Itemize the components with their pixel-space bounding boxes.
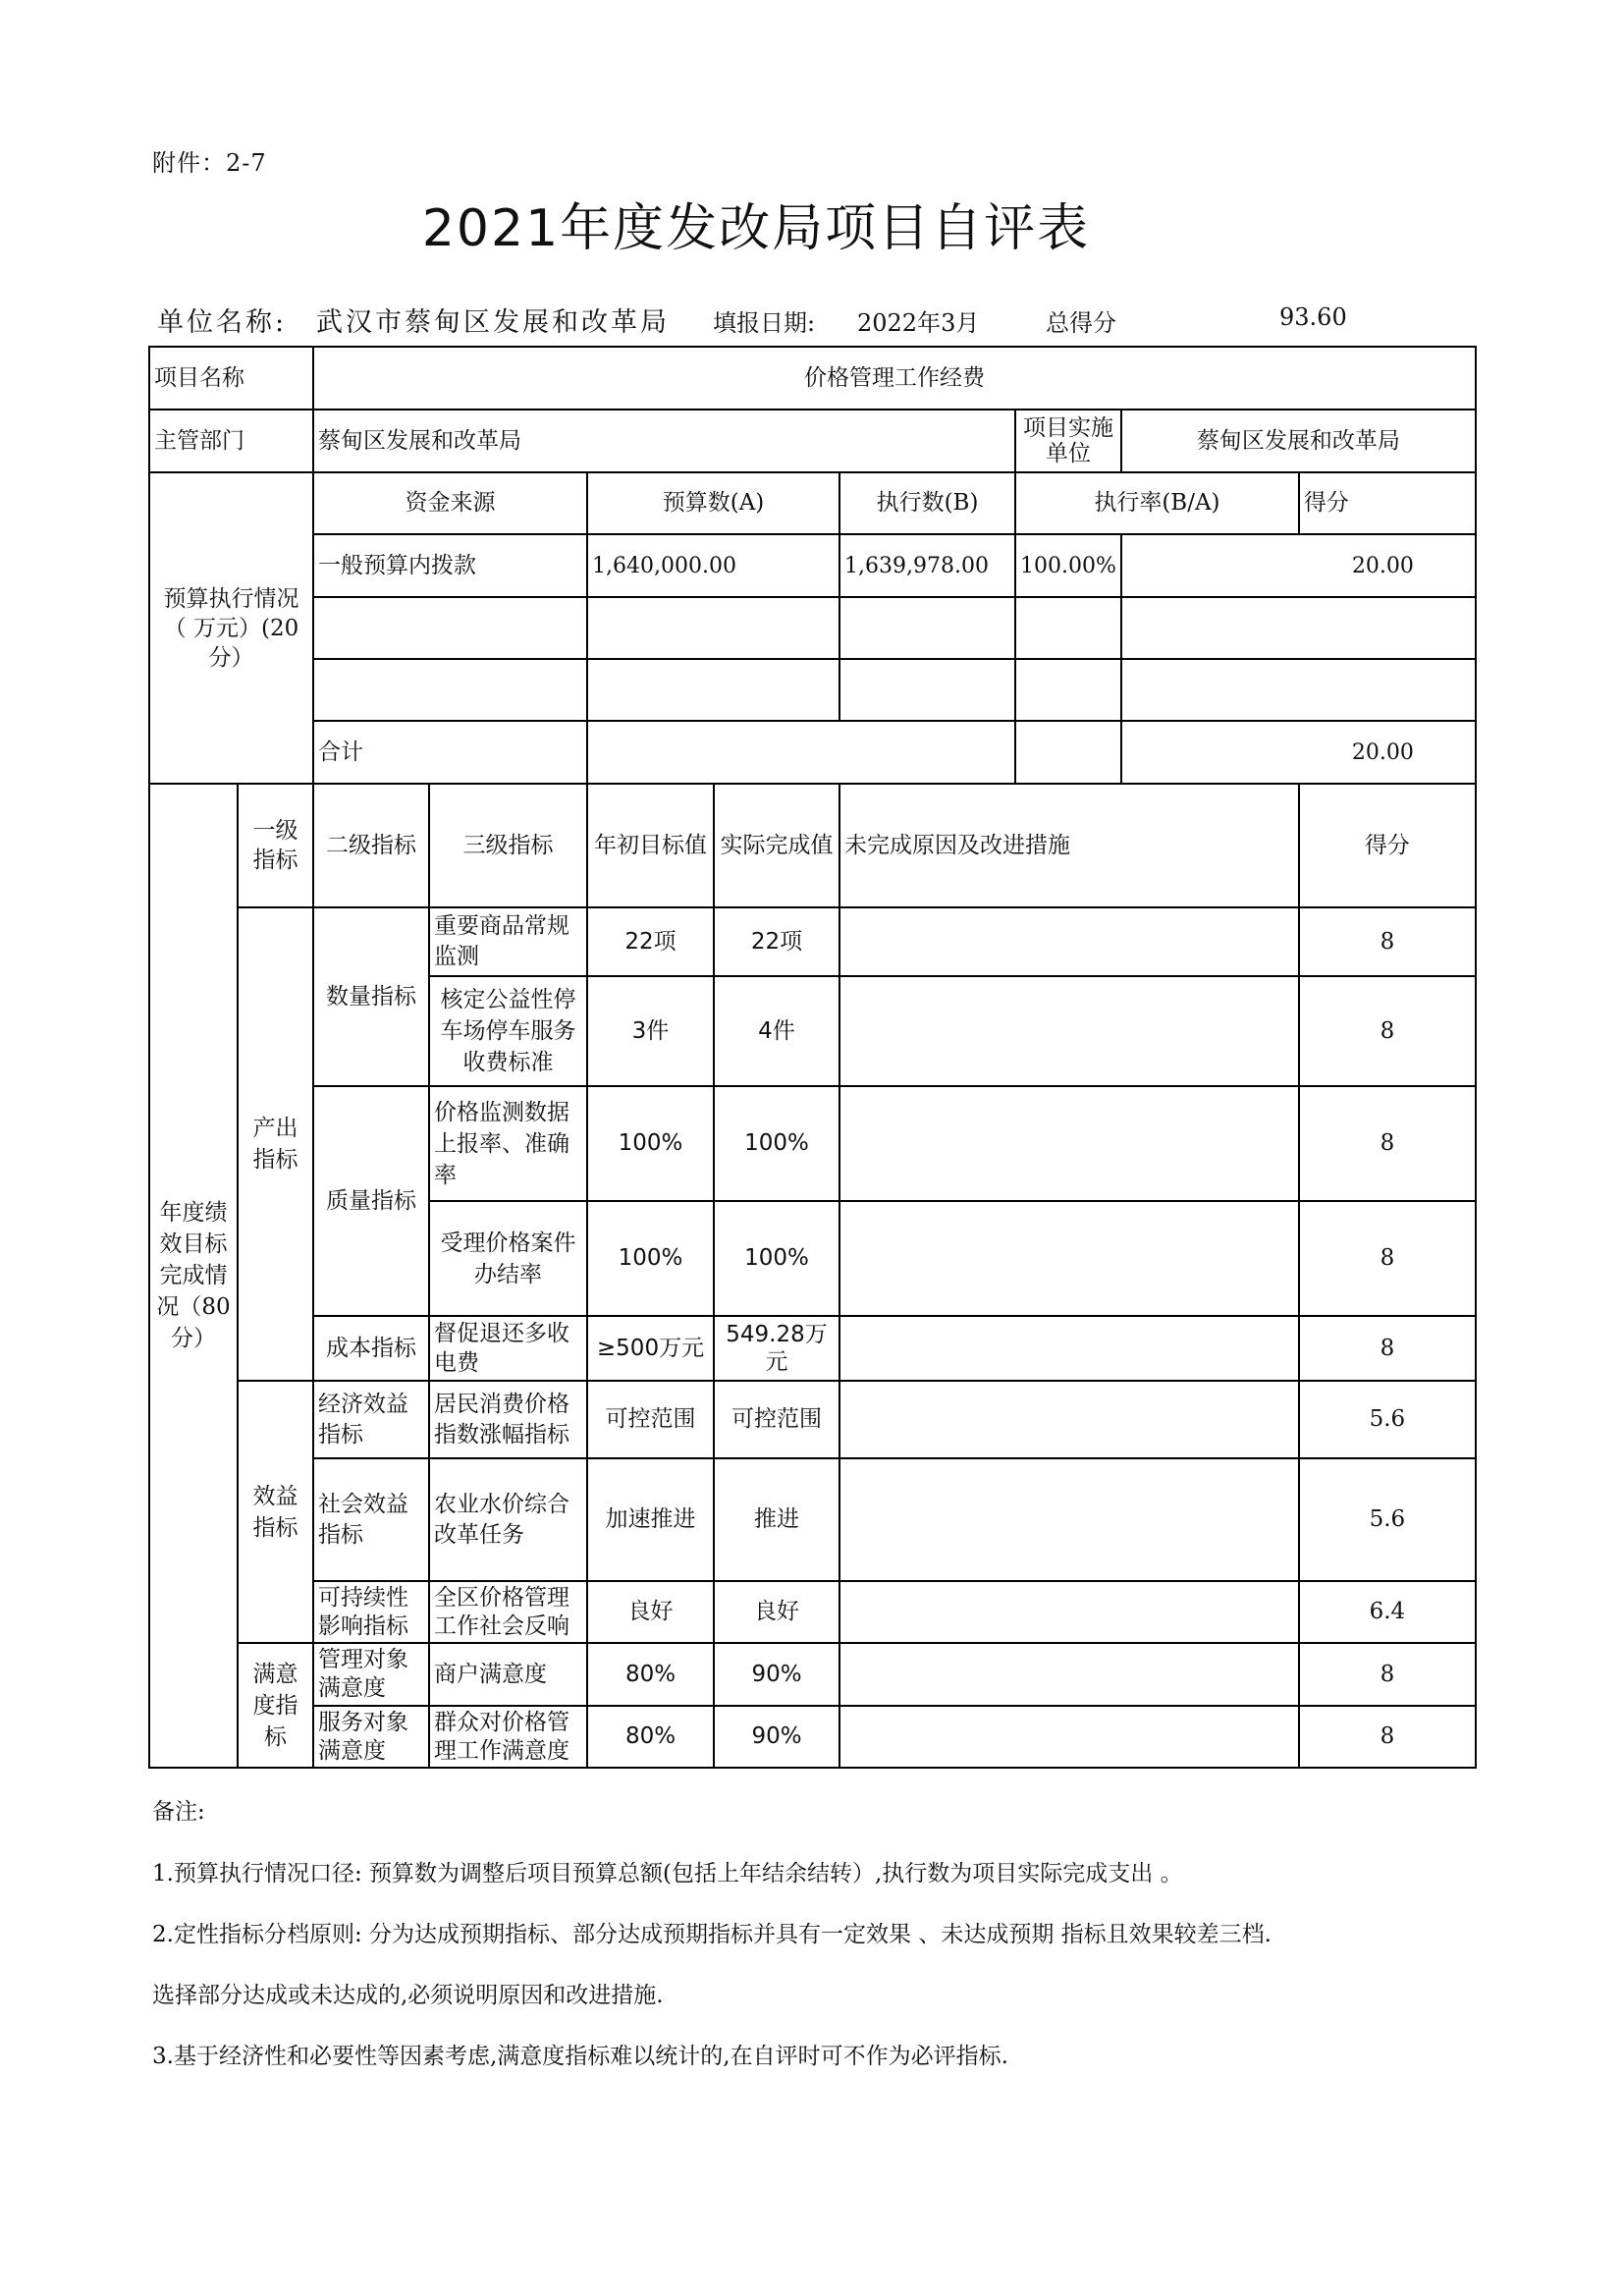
budget-total-label: 合计 — [313, 721, 587, 784]
reason-cell — [839, 1643, 1299, 1706]
target-value: ≥500万元 — [587, 1316, 714, 1381]
actual-value: 22项 — [714, 907, 839, 976]
economic-benefit-label: 经济效益指标 — [313, 1381, 429, 1458]
notes-title: 备注: — [152, 1799, 205, 1825]
note-line-3: 3.基于经济性和必要性等因素考虑,满意度指标难以统计的,在自评时可不作为必评指标. — [152, 2044, 1008, 2069]
reason-cell — [839, 1581, 1299, 1643]
executed-amount — [839, 659, 1015, 721]
budget-score — [1121, 597, 1476, 659]
indicator-score: 6.4 — [1299, 1581, 1476, 1643]
budget-amount: 1,640,000.00 — [587, 534, 839, 597]
target-value: 3件 — [587, 976, 714, 1086]
target-value: 100% — [587, 1201, 714, 1316]
executed-amount: 1,639,978.00 — [839, 534, 1015, 597]
satisfaction-indicator-label: 满意度指标 — [238, 1643, 313, 1768]
reason-cell — [839, 1086, 1299, 1201]
budget-score — [1121, 659, 1476, 721]
reason-cell — [839, 1706, 1299, 1768]
indicator-name: 农业水价综合改革任务 — [429, 1458, 587, 1581]
indicator-name: 居民消费价格指数涨幅指标 — [429, 1381, 587, 1458]
budget-score: 20.00 — [1121, 534, 1476, 597]
actual-value: 90% — [714, 1643, 839, 1706]
indicator-name: 重要商品常规监测 — [429, 907, 587, 976]
reason-cell — [839, 1458, 1299, 1581]
perf-header-actual: 实际完成值 — [714, 784, 839, 907]
dept-value: 蔡甸区发展和改革局 — [313, 410, 1015, 472]
target-value: 100% — [587, 1086, 714, 1201]
indicator-score: 8 — [1299, 1706, 1476, 1768]
indicator-name: 群众对价格管理工作满意度 — [429, 1706, 587, 1768]
perf-header-level3: 三级指标 — [429, 784, 587, 907]
actual-value: 90% — [714, 1706, 839, 1768]
management-satisfaction-label: 管理对象满意度 — [313, 1643, 429, 1706]
actual-value: 可控范围 — [714, 1381, 839, 1458]
indicator-score: 5.6 — [1299, 1458, 1476, 1581]
target-value: 良好 — [587, 1581, 714, 1643]
reason-cell — [839, 1381, 1299, 1458]
attachment-label: 附件：2-7 — [152, 149, 267, 177]
project-name-label: 项目名称 — [149, 347, 313, 410]
budget-header-source: 资金来源 — [313, 472, 587, 534]
impl-unit-value: 蔡甸区发展和改革局 — [1121, 410, 1476, 472]
quality-indicator-label: 质量指标 — [313, 1086, 429, 1316]
social-benefit-label: 社会效益指标 — [313, 1458, 429, 1581]
indicator-score: 8 — [1299, 1086, 1476, 1201]
target-value: 80% — [587, 1643, 714, 1706]
note-line-2-continued: 选择部分达成或未达成的,必须说明原因和改进措施. — [152, 1983, 664, 2008]
budget-source — [313, 659, 587, 721]
indicator-name: 价格监测数据上报率、准确率 — [429, 1086, 587, 1201]
perf-header-score: 得分 — [1299, 784, 1476, 907]
actual-value: 100% — [714, 1086, 839, 1201]
execution-rate — [1015, 597, 1121, 659]
indicator-score: 8 — [1299, 1643, 1476, 1706]
indicator-score: 8 — [1299, 1201, 1476, 1316]
indicator-name: 受理价格案件办结率 — [429, 1201, 587, 1316]
benefit-indicator-label: 效益指标 — [238, 1381, 313, 1643]
fill-date-value: 2022年3月 — [857, 309, 980, 337]
indicator-name: 商户满意度 — [429, 1643, 587, 1706]
budget-amount — [587, 597, 839, 659]
actual-value: 100% — [714, 1201, 839, 1316]
execution-rate: 100.00% — [1015, 534, 1121, 597]
impl-unit-label: 项目实施单位 — [1015, 410, 1121, 472]
perf-header-level1: 一级指标 — [238, 784, 313, 907]
unit-name-value: 武汉市蔡甸区发展和改革局 — [316, 307, 670, 338]
budget-header-budget: 预算数(A) — [587, 472, 839, 534]
indicator-score: 5.6 — [1299, 1381, 1476, 1458]
dept-label: 主管部门 — [149, 410, 313, 472]
budget-section-label: 预算执行情况（ 万元）(20分） — [149, 472, 313, 784]
perf-header-target: 年初目标值 — [587, 784, 714, 907]
note-line-1: 1.预算执行情况口径: 预算数为调整后项目预算总额(包括上年结余结转）,执行数为项目实际完成支出 。 — [152, 1861, 1183, 1886]
perf-header-level2: 二级指标 — [313, 784, 429, 907]
target-value: 22项 — [587, 907, 714, 976]
total-score-label: 总得分 — [1046, 309, 1116, 337]
indicator-name: 全区价格管理工作社会反响 — [429, 1581, 587, 1643]
indicator-score: 8 — [1299, 1316, 1476, 1381]
budget-total-score: 20.00 — [1121, 721, 1476, 784]
note-line-2: 2.定性指标分档原则: 分为达成预期指标、部分达成预期指标并具有一定效果 、未达成预期 指标且效果较差三档. — [152, 1922, 1272, 1947]
actual-value: 推进 — [714, 1458, 839, 1581]
target-value: 加速推进 — [587, 1458, 714, 1581]
indicator-score: 8 — [1299, 907, 1476, 976]
sustainability-label: 可持续性影响指标 — [313, 1581, 429, 1643]
target-value: 可控范围 — [587, 1381, 714, 1458]
actual-value: 良好 — [714, 1581, 839, 1643]
fill-date-label: 填报日期: — [713, 309, 816, 337]
indicator-name: 督促退还多收电费 — [429, 1316, 587, 1381]
indicator-name: 核定公益性停车场停车服务收费标准 — [429, 976, 587, 1086]
unit-name-label: 单位名称: — [157, 307, 288, 338]
actual-value: 4件 — [714, 976, 839, 1086]
budget-header-executed: 执行数(B) — [839, 472, 1015, 534]
budget-source — [313, 597, 587, 659]
performance-section-label: 年度绩效目标完成情况（80分） — [149, 784, 238, 1768]
reason-cell — [839, 907, 1299, 976]
budget-source: 一般预算内拨款 — [313, 534, 587, 597]
actual-value: 549.28万元 — [714, 1316, 839, 1381]
perf-header-reason: 未完成原因及改进措施 — [839, 784, 1299, 907]
reason-cell — [839, 1201, 1299, 1316]
budget-amount — [587, 659, 839, 721]
budget-header-score: 得分 — [1299, 472, 1476, 534]
target-value: 80% — [587, 1706, 714, 1768]
evaluation-table — [148, 346, 1477, 1769]
reason-cell — [839, 976, 1299, 1086]
project-name-value: 价格管理工作经费 — [313, 347, 1476, 410]
executed-amount — [839, 597, 1015, 659]
indicator-score: 8 — [1299, 976, 1476, 1086]
execution-rate — [1015, 659, 1121, 721]
page-title: 2021年度发改局项目自评表 — [421, 199, 1091, 258]
reason-cell — [839, 1316, 1299, 1381]
total-score-value: 93.60 — [1279, 303, 1347, 331]
budget-header-rate: 执行率(B/A) — [1015, 472, 1299, 534]
cost-indicator-label: 成本指标 — [313, 1316, 429, 1381]
output-indicator-label: 产出指标 — [238, 907, 313, 1381]
service-satisfaction-label: 服务对象满意度 — [313, 1706, 429, 1768]
quantity-indicator-label: 数量指标 — [313, 907, 429, 1086]
